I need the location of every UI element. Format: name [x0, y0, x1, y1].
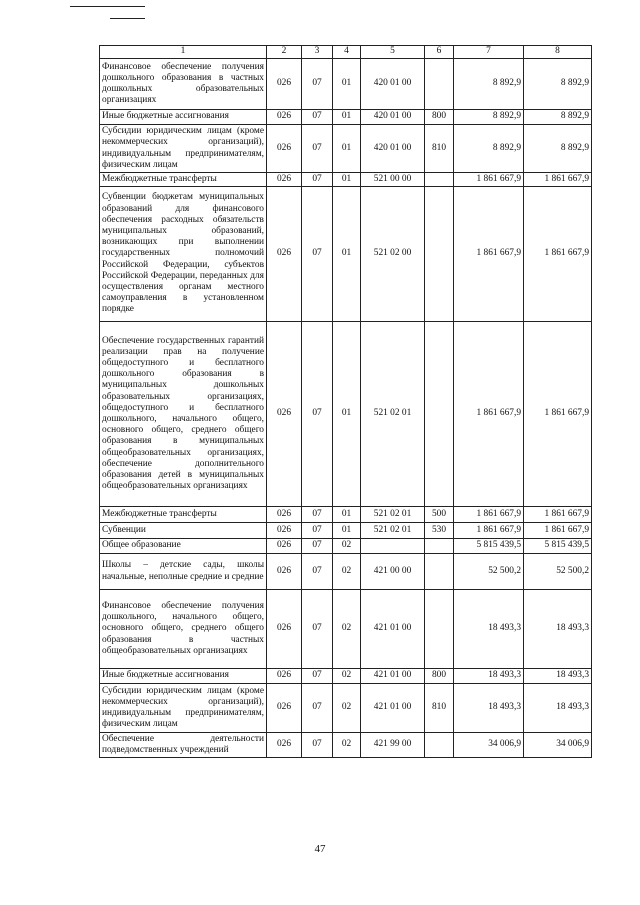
table-row	[100, 322, 592, 507]
row-name: Иные бюджетные ассигнования	[100, 110, 267, 125]
row-name: Финансовое обеспечение получения дошкольного образования в частных дошкольных образовательных организациях	[100, 59, 267, 110]
section-code: 07	[302, 684, 333, 733]
sum-year-1: 1 861 667,9	[454, 322, 524, 507]
sum-year-1: 1 861 667,9	[454, 523, 524, 539]
target-code: 521 02 01	[361, 523, 425, 539]
section-code: 07	[302, 125, 333, 173]
row-name: Межбюджетные трансферты	[100, 507, 267, 523]
target-code: 521 02 01	[361, 322, 425, 507]
subsection-code: 01	[333, 173, 361, 187]
target-code: 421 01 00	[361, 684, 425, 733]
section-code: 07	[302, 590, 333, 669]
section-code: 07	[302, 733, 333, 758]
admin-code: 026	[267, 539, 302, 554]
subsection-code: 02	[333, 684, 361, 733]
section-code: 07	[302, 539, 333, 554]
header-rule	[70, 6, 145, 7]
table-row	[100, 684, 592, 733]
row-name: Субвенции	[100, 523, 267, 539]
sum-year-2: 18 493,3	[524, 684, 592, 733]
subsection-code: 02	[333, 539, 361, 554]
table-row	[100, 59, 592, 110]
header-rule	[110, 18, 145, 19]
table-row	[100, 187, 592, 322]
admin-code: 026	[267, 59, 302, 110]
sum-year-1: 5 815 439,5	[454, 539, 524, 554]
sum-year-1: 1 861 667,9	[454, 173, 524, 187]
admin-code: 026	[267, 523, 302, 539]
expense-type: 810	[425, 684, 454, 733]
row-name: Финансовое обеспечение получения дошкольного, начального общего, основного общего, среднего общего образования в частных общеобразовательных организациях	[100, 590, 267, 669]
sum-year-2: 5 815 439,5	[524, 539, 592, 554]
subsection-code: 01	[333, 322, 361, 507]
column-header: 8	[524, 46, 592, 59]
expense-type	[425, 590, 454, 669]
sum-year-1: 34 006,9	[454, 733, 524, 758]
sum-year-2: 8 892,9	[524, 110, 592, 125]
target-code: 420 01 00	[361, 110, 425, 125]
row-name: Межбюджетные трансферты	[100, 173, 267, 187]
table-row	[100, 125, 592, 173]
admin-code: 026	[267, 110, 302, 125]
table-row	[100, 669, 592, 684]
sum-year-2: 8 892,9	[524, 125, 592, 173]
table-row	[100, 554, 592, 590]
table-row	[100, 733, 592, 758]
sum-year-2: 8 892,9	[524, 59, 592, 110]
expense-type: 800	[425, 110, 454, 125]
sum-year-1: 8 892,9	[454, 125, 524, 173]
sum-year-2: 1 861 667,9	[524, 507, 592, 523]
section-code: 07	[302, 669, 333, 684]
subsection-code: 02	[333, 554, 361, 590]
subsection-code: 01	[333, 125, 361, 173]
target-code: 420 01 00	[361, 59, 425, 110]
expense-type	[425, 59, 454, 110]
table-row	[100, 110, 592, 125]
target-code	[361, 539, 425, 554]
admin-code: 026	[267, 507, 302, 523]
admin-code: 026	[267, 187, 302, 322]
header-row	[100, 46, 592, 59]
row-name: Школы – детские сады, школы начальные, неполные средние и средние	[100, 554, 267, 590]
column-header: 1	[100, 46, 267, 59]
expense-type: 500	[425, 507, 454, 523]
subsection-code: 01	[333, 187, 361, 322]
subsection-code: 02	[333, 669, 361, 684]
sum-year-2: 1 861 667,9	[524, 523, 592, 539]
column-header: 2	[267, 46, 302, 59]
sum-year-1: 52 500,2	[454, 554, 524, 590]
sum-year-2: 1 861 667,9	[524, 173, 592, 187]
admin-code: 026	[267, 554, 302, 590]
expense-type	[425, 733, 454, 758]
target-code: 420 01 00	[361, 125, 425, 173]
admin-code: 026	[267, 125, 302, 173]
target-code: 421 99 00	[361, 733, 425, 758]
section-code: 07	[302, 554, 333, 590]
section-code: 07	[302, 322, 333, 507]
target-code: 521 02 00	[361, 187, 425, 322]
sum-year-1: 1 861 667,9	[454, 507, 524, 523]
section-code: 07	[302, 173, 333, 187]
target-code: 521 02 01	[361, 507, 425, 523]
sum-year-2: 18 493,3	[524, 590, 592, 669]
admin-code: 026	[267, 733, 302, 758]
column-header: 6	[425, 46, 454, 59]
expense-type	[425, 554, 454, 590]
target-code: 421 00 00	[361, 554, 425, 590]
column-header: 4	[333, 46, 361, 59]
expense-type	[425, 187, 454, 322]
target-code: 421 01 00	[361, 590, 425, 669]
target-code: 521 00 00	[361, 173, 425, 187]
row-name: Иные бюджетные ассигнования	[100, 669, 267, 684]
row-name: Обеспечение государственных гарантий реализации прав на получение общедоступного и бесплатного дошкольного образования в муниципальных дошкольных образовательных организациях, общедоступного и бесплатного дошкольного, начального общего, основного общего, среднего общего образования в муниципальных общеобразовательных организациях, обеспечение дополнительного образования детей в муниципальных общеобразовательных организациях	[100, 322, 267, 507]
sum-year-1: 1 861 667,9	[454, 187, 524, 322]
admin-code: 026	[267, 173, 302, 187]
sum-year-1: 18 493,3	[454, 669, 524, 684]
column-header: 7	[454, 46, 524, 59]
sum-year-2: 52 500,2	[524, 554, 592, 590]
row-name: Субвенции бюджетам муниципальных образований для финансового обеспечения расходных обязательств муниципальных образований, возникающих при выполнении государственных полномочий Российской Федерации, субъектов Российской Федерации, переданных для осуществления органам местного самоуправления в установленном порядке	[100, 187, 267, 322]
table-row	[100, 523, 592, 539]
budget-table	[99, 45, 592, 758]
expense-type: 800	[425, 669, 454, 684]
subsection-code: 01	[333, 110, 361, 125]
table-row	[100, 173, 592, 187]
sum-year-2: 34 006,9	[524, 733, 592, 758]
section-code: 07	[302, 110, 333, 125]
subsection-code: 01	[333, 523, 361, 539]
subsection-code: 02	[333, 733, 361, 758]
subsection-code: 01	[333, 507, 361, 523]
column-header: 5	[361, 46, 425, 59]
expense-type	[425, 173, 454, 187]
row-name: Общее образование	[100, 539, 267, 554]
sum-year-1: 18 493,3	[454, 590, 524, 669]
page-number: 47	[314, 843, 326, 855]
section-code: 07	[302, 523, 333, 539]
sum-year-2: 18 493,3	[524, 669, 592, 684]
subsection-code: 02	[333, 590, 361, 669]
section-code: 07	[302, 507, 333, 523]
table-row	[100, 590, 592, 669]
target-code: 421 01 00	[361, 669, 425, 684]
admin-code: 026	[267, 669, 302, 684]
sum-year-1: 8 892,9	[454, 59, 524, 110]
expense-type: 810	[425, 125, 454, 173]
sum-year-1: 18 493,3	[454, 684, 524, 733]
table-row	[100, 507, 592, 523]
expense-type	[425, 539, 454, 554]
sum-year-2: 1 861 667,9	[524, 187, 592, 322]
table-row	[100, 539, 592, 554]
row-name: Субсидии юридическим лицам (кроме некоммерческих организаций), индивидуальным предпринимателям, физическим лицам	[100, 684, 267, 733]
expense-type	[425, 322, 454, 507]
subsection-code: 01	[333, 59, 361, 110]
admin-code: 026	[267, 684, 302, 733]
sum-year-1: 8 892,9	[454, 110, 524, 125]
row-name: Обеспечение деятельности подведомственных учреждений	[100, 733, 267, 758]
admin-code: 026	[267, 590, 302, 669]
row-name: Субсидии юридическим лицам (кроме некоммерческих организаций), индивидуальным предпринимателям, физическим лицам	[100, 125, 267, 173]
expense-type: 530	[425, 523, 454, 539]
column-header: 3	[302, 46, 333, 59]
section-code: 07	[302, 59, 333, 110]
admin-code: 026	[267, 322, 302, 507]
section-code: 07	[302, 187, 333, 322]
sum-year-2: 1 861 667,9	[524, 322, 592, 507]
